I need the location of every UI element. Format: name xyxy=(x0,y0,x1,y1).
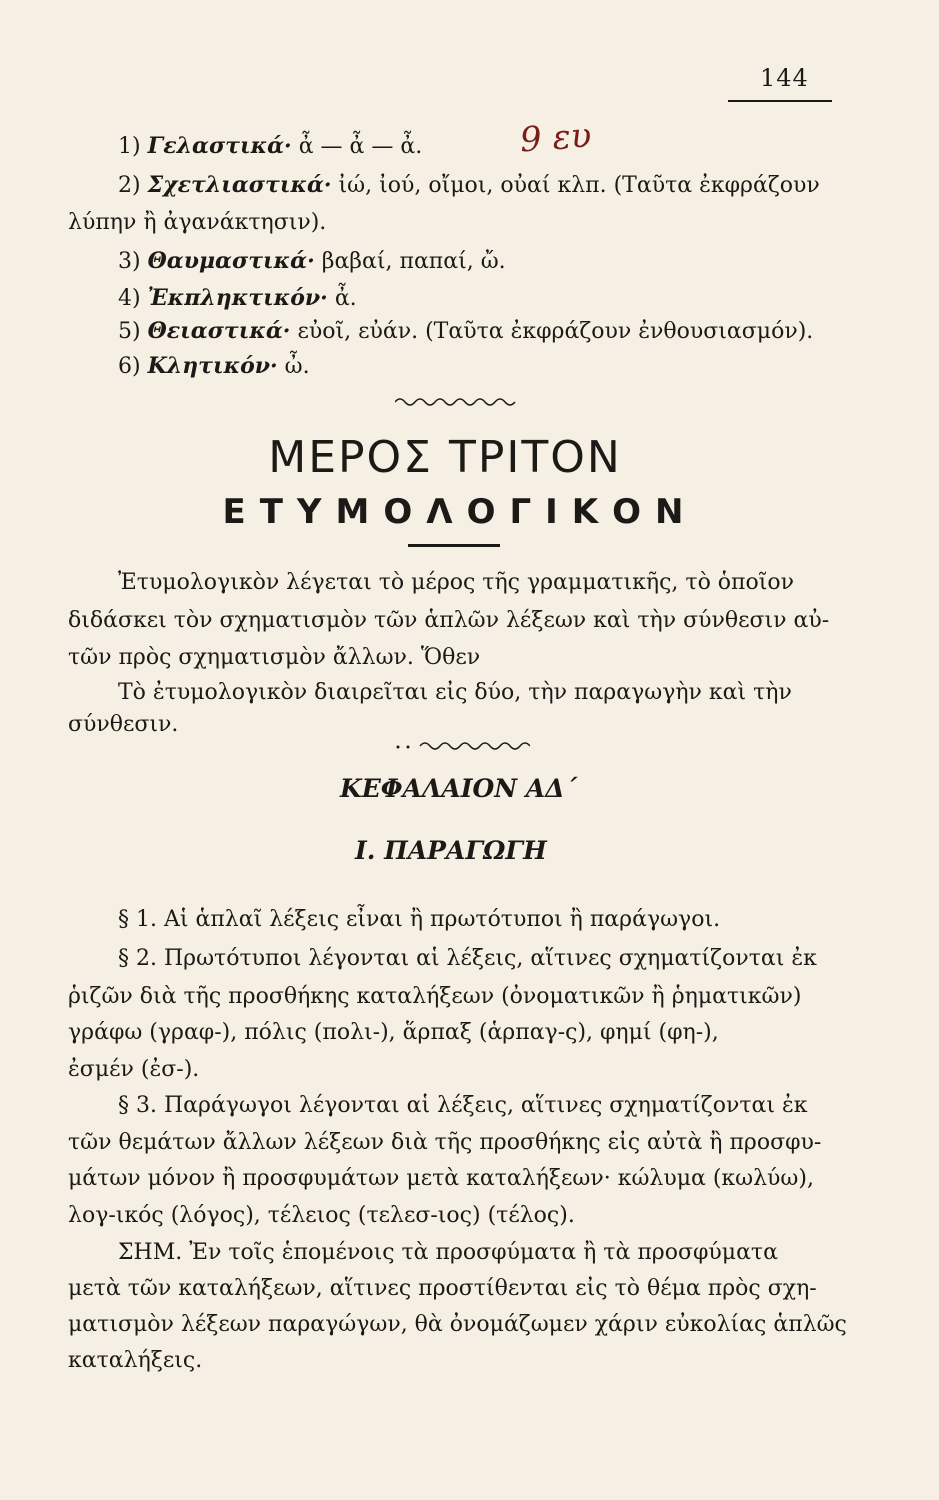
interjection-item xyxy=(118,172,820,198)
item-text: ἰώ, ἰού, οἴμοι, οὐαί κλπ. (Ταῦτα ἐκφράζουν xyxy=(331,173,820,198)
header-rule xyxy=(728,100,832,102)
item-number: 5) xyxy=(118,319,141,344)
item-text: λύπην ἢ ἀγανάκτησιν). xyxy=(68,210,327,235)
body-line: ῥιζῶν διὰ τῆς προσθήκης καταλήξεων (ὀνοματικῶν ἢ ῥηματικῶν) xyxy=(68,984,802,1009)
intro-line: τῶν πρὸς σχηματισμὸν ἄλλων. Ὅθεν xyxy=(68,645,481,670)
part-title: ΜΕΡΟΣ ΤΡΙΤΟΝ xyxy=(268,432,622,483)
title-rule xyxy=(408,544,500,547)
interjection-item xyxy=(118,248,506,274)
intro-line: Ἐτυμολογικὸν λέγεται τὸ μέρος τῆς γραμματικῆς, τὸ ὁποῖον xyxy=(118,570,795,595)
body-line: μετὰ τῶν καταλήξεων, αἵτινες προστίθενται εἰς τὸ θέμα πρὸς σχη- xyxy=(68,1276,817,1301)
intro-line: διδάσκει τὸν σχηματισμὸν τῶν ἁπλῶν λέξεων καὶ τὴν σύνθεσιν αὐ- xyxy=(68,608,830,633)
body-line: λογ-ικός (λόγος), τέλειος (τελεσ-ιος) (τέλος). xyxy=(68,1203,575,1228)
interjection-continuation xyxy=(68,210,326,235)
intro-line: σύνθεσιν. xyxy=(68,712,179,737)
body-line: μάτων μόνον ἢ προσφυμάτων μετὰ καταλήξεων· κώλυμα (κωλύω), xyxy=(68,1166,814,1191)
item-text: εὐοῖ, εὐάν. (Ταῦτα ἐκφράζουν ἐνθουσιασμόν). xyxy=(290,319,814,344)
item-text: ὦ. xyxy=(277,354,310,379)
interjection-item xyxy=(118,285,357,311)
item-term: Θαυμαστικά· xyxy=(147,248,315,274)
chapter-title: ΚΕΦΑΛΑΙΟΝ ΑΔ΄ xyxy=(340,774,578,803)
body-line: § 3. Παράγωγοι λέγονται αἱ λέξεις, αἵτινες σχηματίζονται ἐκ xyxy=(118,1093,808,1118)
item-text: ἆ. xyxy=(327,286,357,311)
item-number: 3) xyxy=(118,249,141,274)
item-term: Σχετλιαστικά· xyxy=(147,172,332,198)
body-line: τῶν θεμάτων ἄλλων λέξεων διὰ τῆς προσθήκης εἰς αὐτὰ ἢ προσφυ- xyxy=(68,1130,822,1155)
body-line: καταλήξεις. xyxy=(68,1348,203,1373)
body-line: ΣΗΜ. Ἐν τοῖς ἑπομένοις τὰ προσφύματα ἢ τὰ προσφύματα xyxy=(118,1240,778,1265)
item-text: βαβαί, παπαί, ὤ. xyxy=(314,249,506,274)
item-term: Γελαστικά· xyxy=(147,133,292,159)
wavy-ornament xyxy=(395,396,520,408)
body-line: ἐσμέν (ἐσ-). xyxy=(68,1057,200,1082)
page-number: 144 xyxy=(760,64,809,92)
body-line: § 2. Πρωτότυποι λέγονται αἱ λέξεις, αἵτινες σχηματίζονται ἐκ xyxy=(118,946,817,971)
section-title: Ι. ΠΑΡΑΓΩΓΗ xyxy=(355,836,547,865)
part-subtitle: ΕΤΥΜΟΛΟΓΙΚΟΝ xyxy=(222,492,698,532)
body-line: γράφω (γραφ-), πόλις (πολι-), ἅρπαξ (ἁρπαγ-ς), φημί (φη-), xyxy=(68,1020,719,1045)
body-line: § 1. Αἱ ἁπλαῖ λέξεις εἶναι ἢ πρωτότυποι ἢ παράγωγοι. xyxy=(118,907,721,932)
interjection-item xyxy=(118,318,813,344)
handwritten-annotation: 9 ευ xyxy=(518,115,593,161)
item-number: 4) xyxy=(118,286,141,311)
intro-line: Τὸ ἐτυμολογικὸν διαιρεῖται εἰς δύο, τὴν παραγωγὴν καὶ τὴν xyxy=(118,680,792,705)
interjection-item xyxy=(118,133,422,159)
item-term: Θειαστικά· xyxy=(147,318,291,344)
interjection-item xyxy=(118,353,310,379)
item-term: Ἐκπληκτικόν· xyxy=(147,285,328,311)
wavy-ornament xyxy=(395,740,530,752)
item-number: 6) xyxy=(118,354,141,379)
item-term: Κλητικόν· xyxy=(147,353,278,379)
item-text: ἆ — ἆ — ἆ. xyxy=(291,134,423,159)
item-number: 2) xyxy=(118,173,141,198)
item-number: 1) xyxy=(118,134,141,159)
body-line: ματισμὸν λέξεων παραγώγων, θὰ ὀνομάζωμεν χάριν εὐκολίας ἁπλῶς xyxy=(68,1312,847,1337)
